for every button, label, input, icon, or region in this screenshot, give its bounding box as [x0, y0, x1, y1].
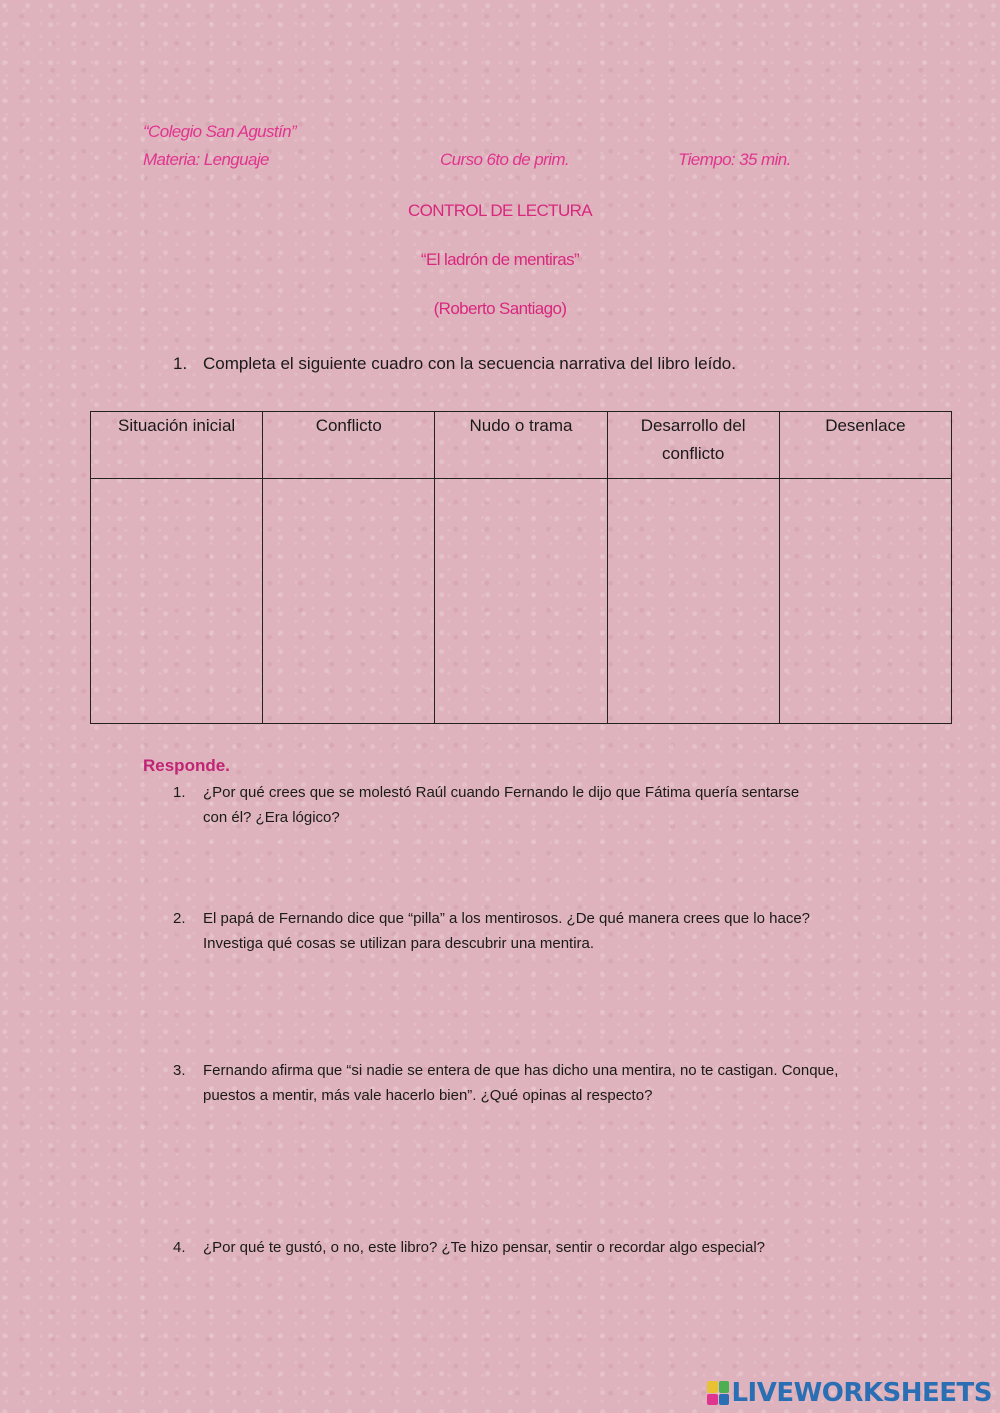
exercise-1-number: 1. — [173, 354, 188, 373]
book-title: “El ladrón de mentiras” — [420, 250, 580, 269]
header-desarrollo: Desarrollo del conflicto — [607, 412, 779, 479]
exercise-1-instruction — [173, 354, 736, 374]
school-name: “Colegio San Agustín” — [143, 122, 297, 141]
answer-cell-nudo[interactable] — [435, 479, 607, 724]
subject-label: Materia: Lenguaje — [143, 150, 269, 169]
course-label: Curso 6to de prim. — [440, 150, 570, 169]
question-text: El papá de Fernando dice que “pilla” a los mentirosos. ¿De qué manera crees que lo hace? Investiga qué cosas se utilizan para descubrir una mentira. — [203, 910, 811, 952]
question-4 — [173, 1235, 873, 1260]
header-situacion-inicial: Situación inicial — [91, 412, 263, 479]
liveworksheets-wordmark: LIVEWORKSHEETS — [731, 1378, 992, 1408]
narrative-sequence-table — [90, 411, 952, 724]
question-3 — [173, 1058, 873, 1108]
header-conflicto: Conflicto — [263, 412, 435, 479]
question-1 — [173, 780, 813, 830]
answer-cell-situacion-inicial[interactable] — [91, 479, 263, 724]
question-number: 2. — [173, 910, 186, 927]
question-2 — [173, 906, 853, 956]
question-number: 3. — [173, 1062, 186, 1079]
question-text: ¿Por qué crees que se molestó Raúl cuando Fernando le dijo que Fátima quería sentarse con él? ¿Era lógico? — [203, 784, 800, 826]
question-number: 4. — [173, 1239, 186, 1256]
header-desenlace: Desenlace — [779, 412, 951, 479]
page-title: CONTROL DE LECTURA — [407, 201, 593, 220]
header-nudo: Nudo o trama — [435, 412, 607, 479]
question-text: ¿Por qué te gustó, o no, este libro? ¿Te hizo pensar, sentir o recordar algo especial? — [203, 1239, 765, 1256]
answer-cell-desarrollo[interactable] — [607, 479, 779, 724]
answer-cell-desenlace[interactable] — [779, 479, 951, 724]
time-label: Tiempo: 35 min. — [678, 150, 791, 169]
responde-heading: Responde. — [143, 756, 230, 775]
question-number: 1. — [173, 784, 186, 801]
answer-cell-conflicto[interactable] — [263, 479, 435, 724]
question-text: Fernando afirma que “si nadie se entera de que has dicho una mentira, no te castigan. Conque, puestos a mentir, más vale hacerlo bien”. ¿Qué opinas al respecto? — [203, 1062, 839, 1104]
exercise-1-text: Completa el siguiente cuadro con la secuencia narrativa del libro leído. — [203, 354, 736, 373]
book-author: (Roberto Santiago) — [433, 299, 567, 318]
liveworksheets-icon — [707, 1381, 729, 1405]
liveworksheets-logo — [707, 1377, 992, 1409]
